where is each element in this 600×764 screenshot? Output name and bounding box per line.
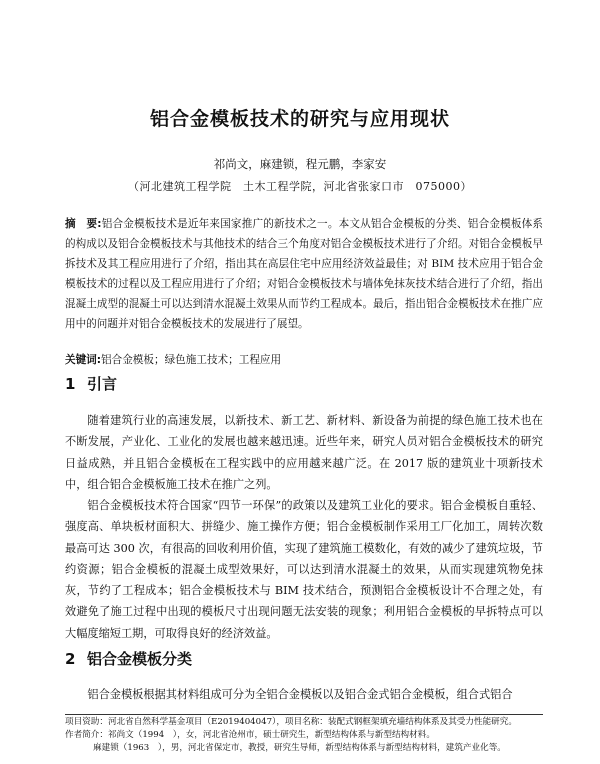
section-heading-2: [65, 648, 192, 669]
author-list: 祁尚文，麻建锁，程元鹏，李家安: [213, 157, 387, 171]
body-paragraph: 铝合金模板技术符合国家“四节一环保”的政策以及建筑工业化的要求。铝合金模板自重轻、强度高、单块板材面积大、拼缝少、施工操作方便；铝合金模板制作采用工厂化加工，周转次数最高可达 300 次，有很高的回收利用价值，实现了建筑施工模数化，有效的减少了建筑垃圾，节约资源；铝合金模板的混凝土成型效果好，可以达到清水混凝土的效果，从而实现建筑物免抹灰，节约了工程成本；铝合金模板技术与 BIM 技术结合，预测铝合金模板设计不合理之处，有效避免了施工过程中出现的模板尺寸出现问题无法安装的现象；利用铝合金模板的早拆特点可以大幅度缩短工期，可取得良好的经济效益。: [65, 499, 543, 640]
footnote-divider: [65, 714, 543, 715]
section-number: 2: [65, 650, 76, 668]
keywords-text: 铝合金模板；绿色施工技术；工程应用: [101, 354, 282, 366]
section-heading-1: [65, 373, 117, 394]
keywords: [65, 350, 543, 370]
affiliation: （河北建筑工程学院 土木工程学院，河北省张家口市 075000）: [128, 180, 472, 193]
footnote-author-bio: 麻建锁（1963 ），男，河北省保定市，教授，研究生导师，新型结构体系与新型结构材料，建筑产业化等。: [93, 743, 506, 753]
footnote-author-bio: 作者简介：祁尚文（1994 ），女，河北省沧州市，硕士研究生，新型结构体系与新型结构材料。: [65, 730, 435, 740]
body-paragraph: 随着建筑行业的高速发展，以新技术、新工艺、新材料、新设备为前提的绿色施工技术也在不断发展，产业化、工业化的发展也越来越迅速。近些年来，研究人员对铝合金模板技术的研究日益成熟，并且铝合金模板在工程实践中的应用越来越广泛。在 2017 版的建筑业十项新技术中，组合铝合金模板施工技术在推广之列。: [65, 414, 543, 491]
abstract-text: 铝合金模板技术是近年来国家推广的新技术之一。本文从铝合金模板的分类、铝合金模板体系的构成以及铝合金模板技术与其他技术的结合三个角度对铝合金模板技术进行了介绍。对铝合金模板早拆技术及其工程应用进行了介绍，指出其在高层住宅中应用经济效益最佳；对 BIM 技术应用于铝合金模板技术的过程以及工程应用进行了介绍；对铝合金模板技术与墙体免抹灰技术结合进行了介绍，指出混凝土成型的混凝土可以达到清水混凝土效果从而节约工程成本。最后，指出铝合金模板技术在推广应用中的问题并对铝合金模板技术的发展进行了展望。: [65, 218, 543, 330]
abstract: [65, 214, 543, 334]
body-paragraph: 铝合金模板根据其材料组成可分为全铝合金模板以及铝合金式铝合金模板，组合式铝合: [87, 688, 513, 701]
footnote-funding: 项目资助：河北省自然科学基金项目（E2019404047），项目名称：装配式钢框架填充墙结构体系及其受力性能研究。: [65, 717, 517, 727]
section-number: 1: [65, 375, 76, 393]
paper-title: 铝合金模板技术的研究与应用现状: [149, 108, 450, 130]
keywords-label: 关键词:: [65, 354, 102, 366]
section-title: 引言: [87, 375, 118, 393]
section-title: 铝合金模板分类: [87, 650, 193, 668]
abstract-label: 摘 要:: [65, 218, 102, 230]
